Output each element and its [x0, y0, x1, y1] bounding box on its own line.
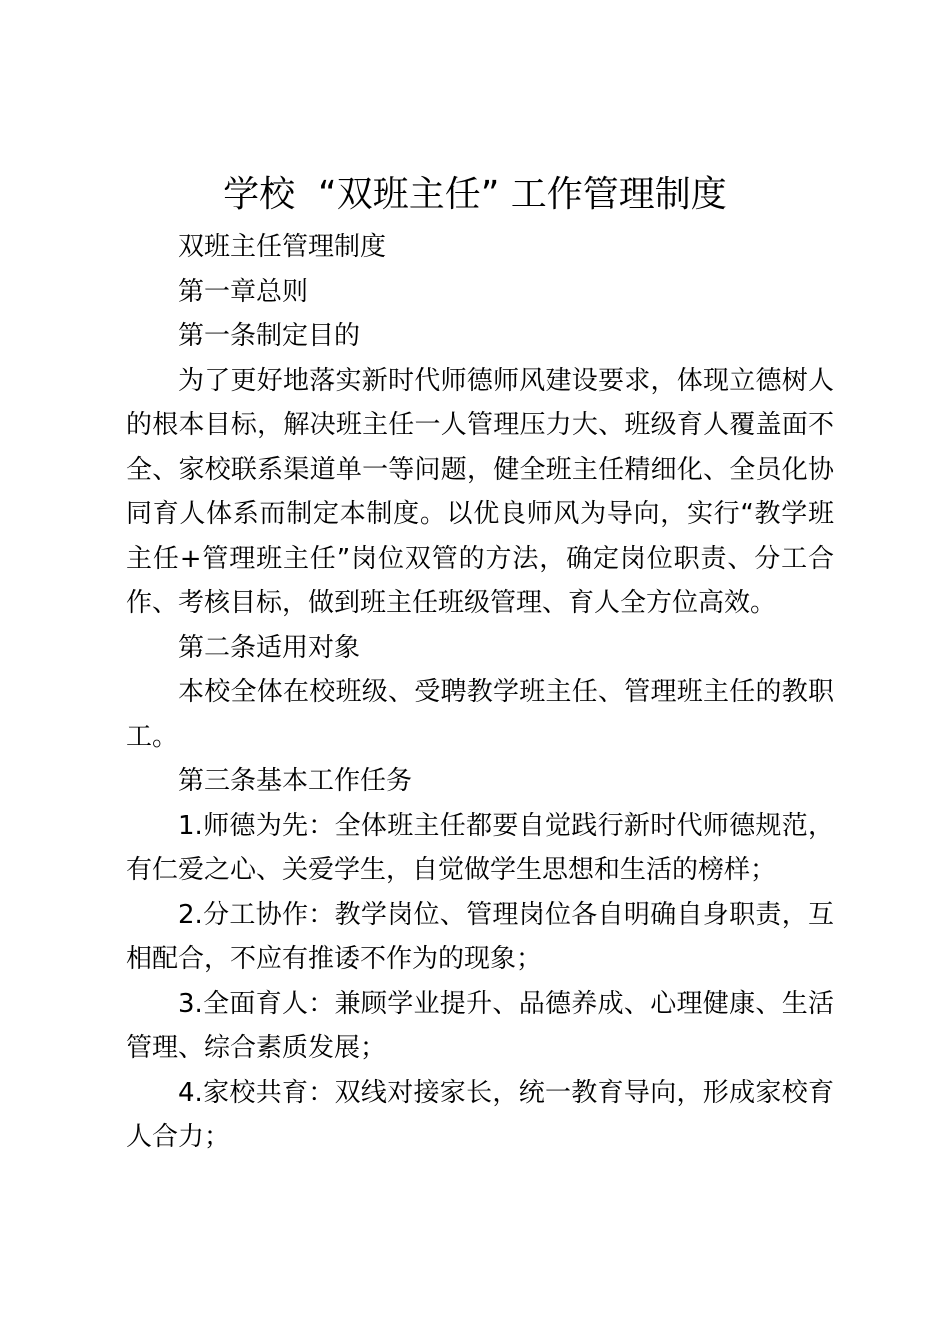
article-heading-scope: 第二条适用对象: [178, 632, 361, 663]
task-item-4: 4.家校共育：双线对接家长，统一教育导向，形成家校育人合力；: [126, 1077, 834, 1152]
task-item-3: 3.全面育人：兼顾学业提升、品德养成、心理健康、生活管理、综合素质发展；: [126, 988, 834, 1063]
purpose-paragraph: 为了更好地落实新时代师德师风建设要求，体现立德树人的根本目标，解决班主任一人管理压力大、班级育人覆盖面不全、家校联系渠道单一等问题，健全班主任精细化、全员化协同育人体系而制定本制度。以优良师风为导向，实行“教学班主任+管理班主任”岗位双管的方法，确定岗位职责、分工合作、考核目标，做到班主任班级管理、育人全方位高效。: [126, 365, 834, 618]
chapter-heading: 第一章总则: [178, 276, 309, 307]
article-heading-purpose: 第一条制定目的: [178, 321, 361, 351]
task-item-2: 2.分工协作：教学岗位、管理岗位各自明确自身职责，互相配合，不应有推诿不作为的现象；: [126, 899, 834, 974]
document-body: [126, 225, 834, 1160]
task-item-1: 1.师德为先：全体班主任都要自觉践行新时代师德规范，有仁爱之心、关爱学生，自觉做学生思想和生活的榜样；: [126, 810, 834, 885]
scope-paragraph: 本校全体在校班级、受聘教学班主任、管理班主任的教职工。: [126, 677, 834, 752]
document-title: 学校 “双班主任” 工作管理制度: [223, 174, 727, 215]
article-heading-tasks: 第三条基本工作任务: [178, 766, 413, 796]
subtitle-paragraph: 双班主任管理制度: [178, 232, 387, 262]
